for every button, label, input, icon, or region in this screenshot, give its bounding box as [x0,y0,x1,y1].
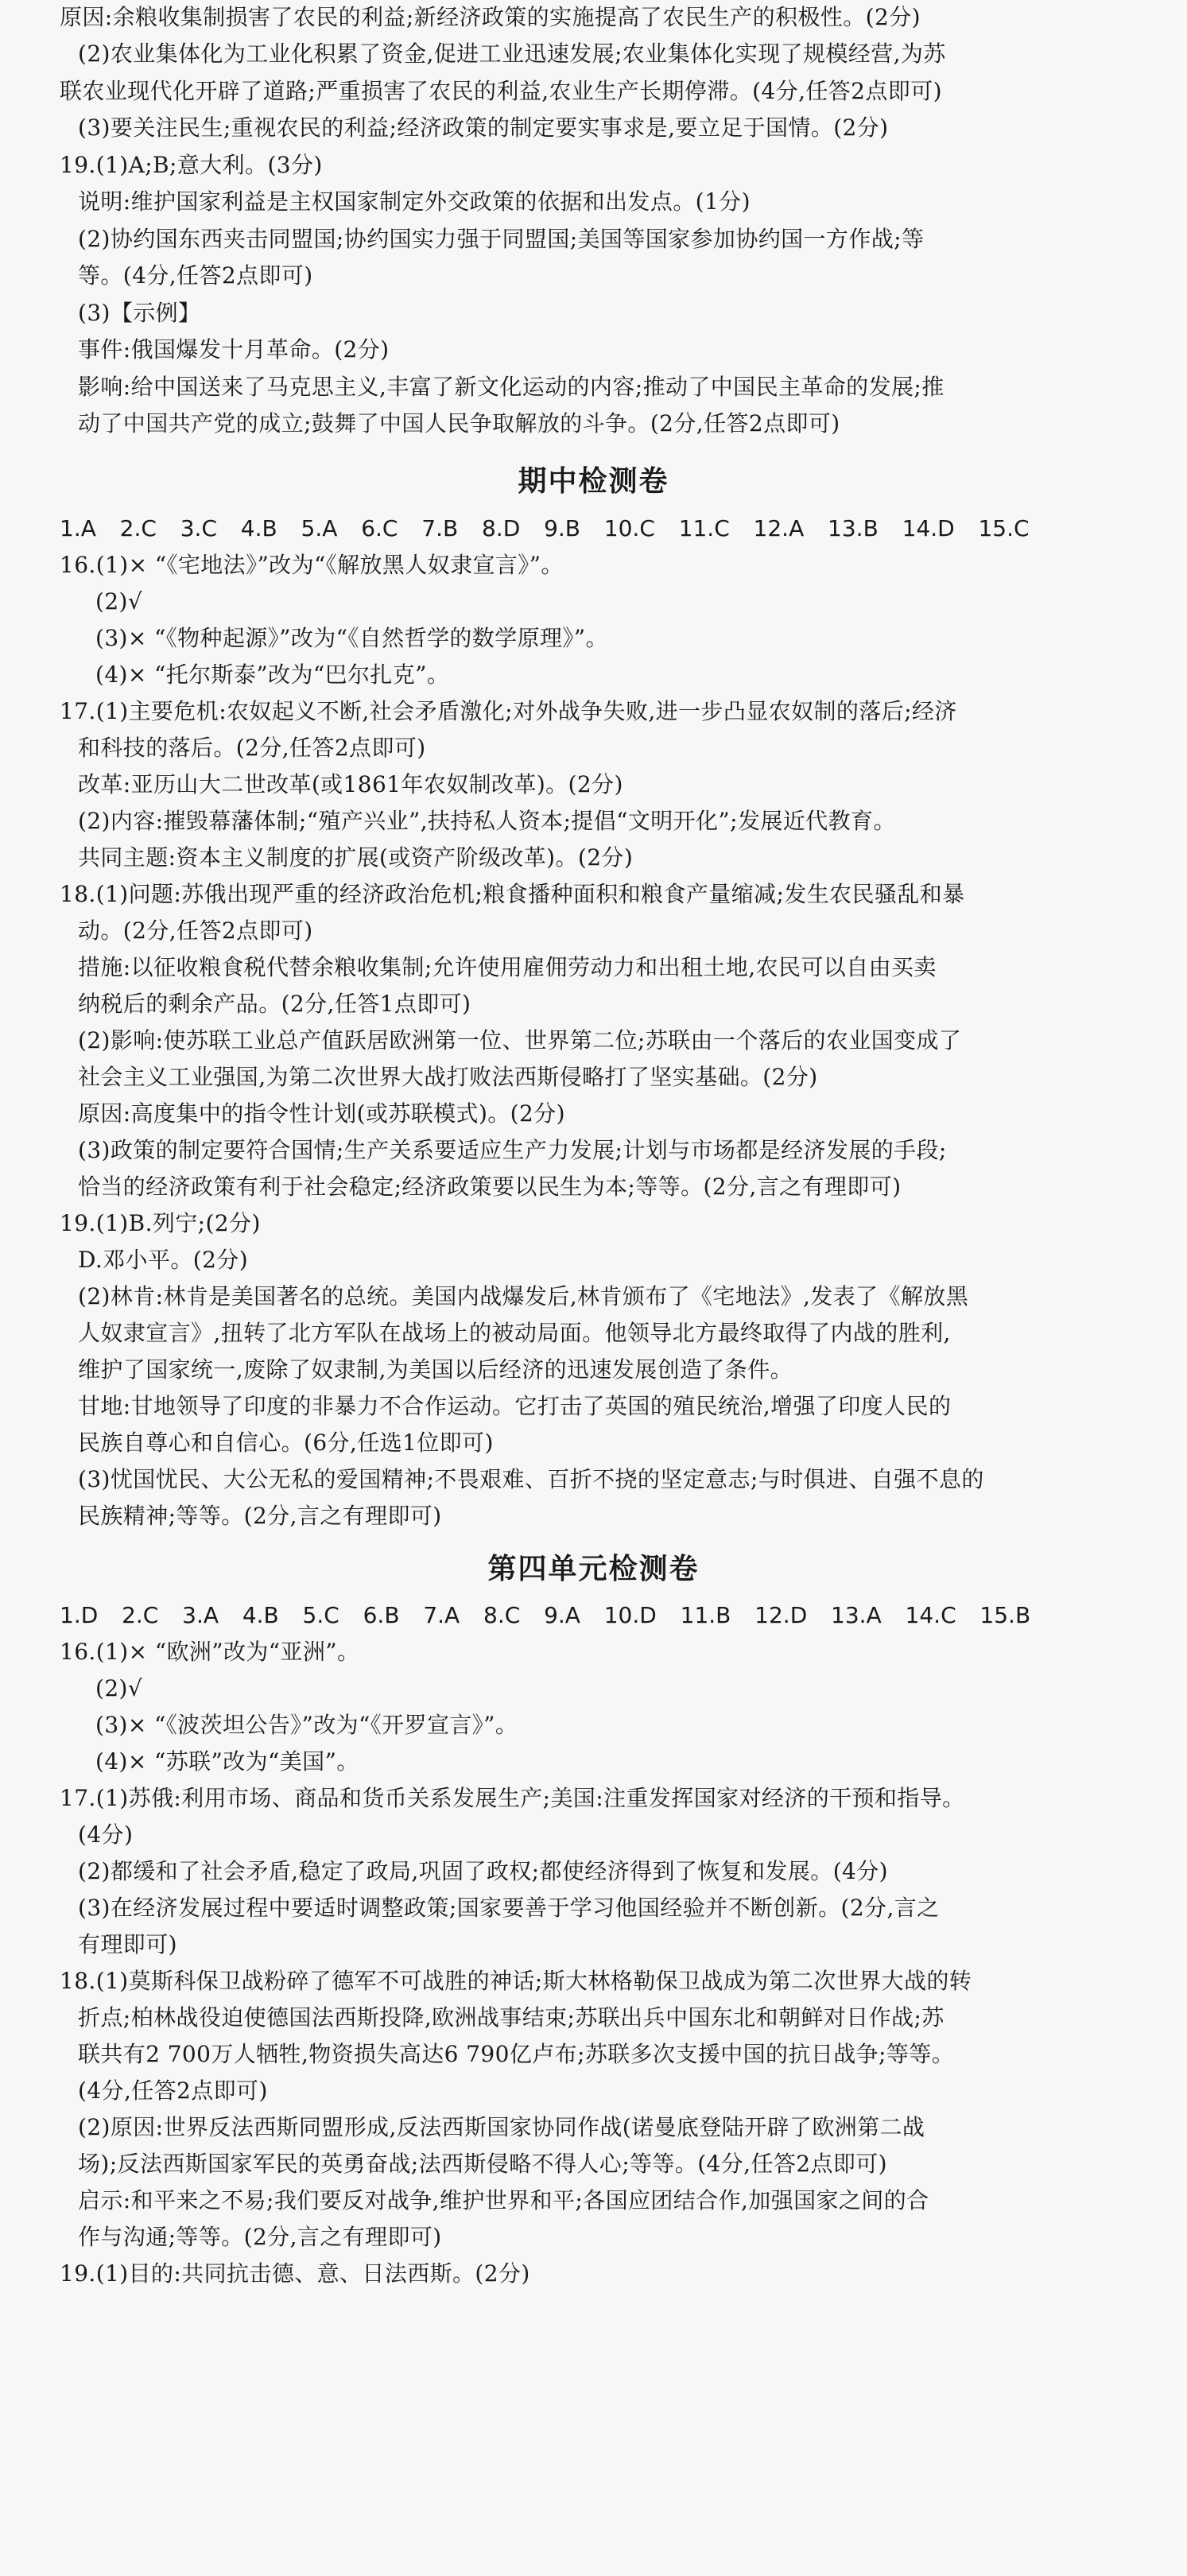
text-line: 有理即可) [78,1931,177,1957]
text-line: (2)√ [95,1675,143,1701]
text-line: 19.(1)B.列宁;(2分) [60,1210,261,1236]
text-line: (2)√ [95,588,143,615]
text-line: 作与沟通;等等。(2分,言之有理即可) [78,2224,442,2250]
text-line: 措施:以征收粮食税代替余粮收集制;允许使用雇佣劳动力和出租土地,农民可以自由买卖 [78,954,937,980]
text-line: 民族精神;等等。(2分,言之有理即可) [78,1503,442,1529]
text-line: 19.(1)目的:共同抗击德、意、日法西斯。(2分) [60,2260,530,2287]
text-line: (4分,任答2点即可) [78,2077,268,2104]
text-line: 19.(1)A;B;意大利。(3分) [60,152,323,178]
text-line: 甘地:甘地领导了印度的非暴力不合作运动。它打击了英国的殖民统治,增强了印度人民的 [78,1393,952,1419]
text-line: 社会主义工业强国,为第二次世界大战打败法西斯侵略打了坚实基础。(2分) [78,1064,818,1090]
choice-answers: 1.A 2.C 3.C 4.B 5.A 6.C 7.B 8.D 9.B 10.C 11.C 12.A 13.B 14.D 15.C [60,515,1030,541]
text-line: 折点;柏林战役迫使德国法西斯投降,欧洲战事结束;苏联出兵中国东北和朝鲜对日作战;苏 [78,2004,945,2031]
section-title: 期中检测卷 [518,465,669,498]
text-line: (2)都缓和了社会矛盾,稳定了政局,巩固了政权;都使经济得到了恢复和发展。(4分) [78,1858,888,1884]
text-line: 人奴隶宣言》,扭转了北方军队在战场上的被动局面。他领导北方最终取得了内战的胜利, [78,1320,951,1346]
text-line: 联共有2 700万人牺牲,物资损失高达6 790亿卢布;苏联多次支援中国的抗日战争;等等。 [78,2041,955,2067]
text-line: (4)× “苏联”改为“美国”。 [95,1748,359,1775]
text-line: 动。(2分,任答2点即可) [78,918,313,944]
text-line: 联农业现代化开辟了道路;严重损害了农民的利益,农业生产长期停滞。(4分,任答2点即可) [60,78,942,104]
text-line: 18.(1)问题:苏俄出现严重的经济政治危机;粮食播种面积和粮食产量缩减;发生农民骚乱和暴 [60,881,965,907]
text-line: (3)× “《物种起源》”改为“《自然哲学的数学原理》”。 [95,625,608,651]
text-line: (4分) [78,1821,134,1848]
text-line: (2)原因:世界反法西斯同盟形成,反法西斯国家协同作战(诺曼底登陆开辟了欧洲第二战 [78,2114,925,2140]
choice-answers: 1.D 2.C 3.A 4.B 5.C 6.B 7.A 8.C 9.A 10.D 11.B 12.D 13.A 14.C 15.B [60,1602,1031,1628]
text-line: (2)协约国东西夹击同盟国;协约国实力强于同盟国;美国等国家参加协约国一方作战;等 [78,226,925,252]
text-line: (2)农业集体化为工业化积累了资金,促进工业迅速发展;农业集体化实现了规模经营,为苏 [78,41,946,67]
text-line: 事件:俄国爆发十月革命。(2分) [78,336,390,363]
text-line: 改革:亚历山大二世改革(或1861年农奴制改革)。(2分) [78,771,623,797]
text-line: 说明:维护国家利益是主权国家制定外交政策的依据和出发点。(1分) [78,188,751,215]
text-line: 18.(1)莫斯科保卫战粉碎了德军不可战胜的神话;斯大林格勒保卫战成为第二次世界大战的转 [60,1968,972,1994]
section-title: 第四单元检测卷 [487,1553,700,1585]
text-line: (3)在经济发展过程中要适时调整政策;国家要善于学习他国经验并不断创新。(2分,言之 [78,1895,940,1921]
text-line: 原因:余粮收集制损害了农民的利益;新经济政策的实施提高了农民生产的积极性。(2分) [60,4,921,30]
text-line: 17.(1)主要危机:农奴起义不断,社会矛盾激化;对外战争失败,进一步凸显农奴制的落后;经济 [60,698,957,724]
text-line: (3)忧国忧民、大公无私的爱国精神;不畏艰难、百折不挠的坚定意志;与时俱进、自强不息的 [78,1466,984,1492]
text-line: 等。(4分,任答2点即可) [78,262,313,289]
text-line: (2)影响:使苏联工业总产值跃居欧洲第一位、世界第二位;苏联由一个落后的农业国变成了 [78,1027,962,1053]
text-line: 纳税后的剩余产品。(2分,任答1点即可) [78,991,471,1017]
text-line: (2)林肯:林肯是美国著名的总统。美国内战爆发后,林肯颁布了《宅地法》,发表了《解放黑 [78,1283,969,1309]
text-line: 16.(1)× “欧洲”改为“亚洲”。 [60,1639,360,1665]
text-line: (2)内容:摧毁幕藩体制;“殖产兴业”,扶持私人资本;提倡“文明开化”;发展近代教育。 [78,808,896,834]
text-line: (3)要关注民生;重视农民的利益;经济政策的制定要实事求是,要立足于国情。(2分) [78,114,889,141]
text-line: 动了中国共产党的成立;鼓舞了中国人民争取解放的斗争。(2分,任答2点即可) [78,410,840,436]
text-line: (3)政策的制定要符合国情;生产关系要适应生产力发展;计划与市场都是经济发展的手段; [78,1137,947,1163]
text-line: 和科技的落后。(2分,任答2点即可) [78,735,426,761]
text-line: (4)× “托尔斯泰”改为“巴尔扎克”。 [95,661,450,688]
text-line: 民族自尊心和自信心。(6分,任选1位即可) [78,1430,494,1456]
text-line: 启示:和平来之不易;我们要反对战争,维护世界和平;各国应团结合作,加强国家之间的合 [78,2187,929,2213]
text-line: 17.(1)苏俄:利用市场、商品和货币关系发展生产;美国:注重发挥国家对经济的干预和指导。 [60,1785,965,1811]
text-line: 恰当的经济政策有利于社会稳定;经济政策要以民生为本;等等。(2分,言之有理即可) [78,1174,902,1200]
text-line: (3)【示例】 [78,300,201,326]
text-line: 16.(1)× “《宅地法》”改为“《解放黑人奴隶宣言》”。 [60,552,564,578]
text-line: (3)× “《波茨坦公告》”改为“《开罗宣言》”。 [95,1712,518,1738]
text-line: 共同主题:资本主义制度的扩展(或资产阶级改革)。(2分) [78,844,634,871]
text-line: 影响:给中国送来了马克思主义,丰富了新文化运动的内容;推动了中国民主革命的发展;推 [78,374,945,400]
text-line: 原因:高度集中的指令性计划(或苏联模式)。(2分) [78,1100,565,1127]
text-line: 维护了国家统一,废除了奴隶制,为美国以后经济的迅速发展创造了条件。 [78,1356,793,1383]
text-line: 场);反法西斯国家军民的英勇奋战;法西斯侵略不得人心;等等。(4分,任答2点即可) [78,2151,888,2177]
text-line: D.邓小平。(2分) [78,1247,249,1273]
